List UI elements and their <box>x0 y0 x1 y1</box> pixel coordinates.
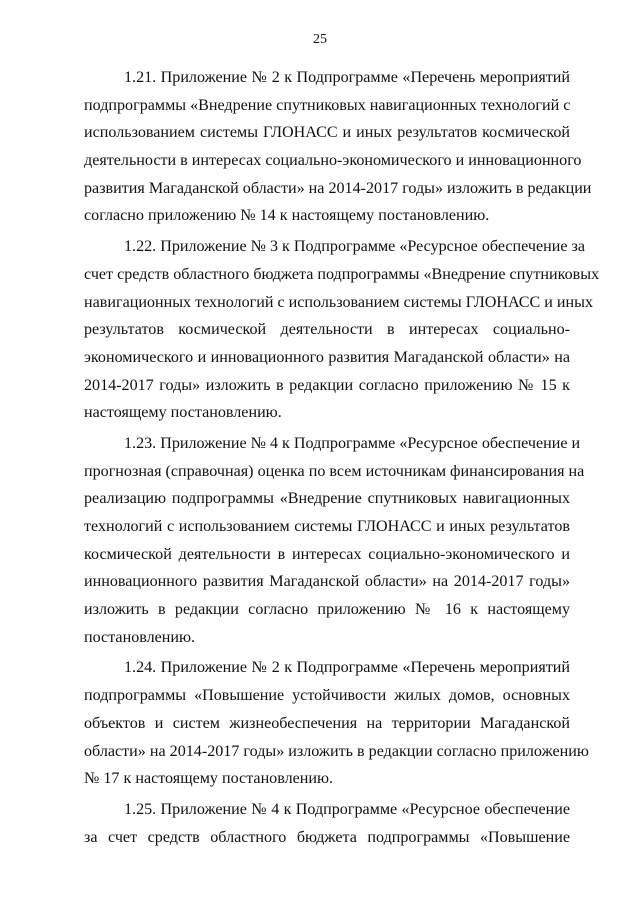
text-line: изложить в редакции согласно приложению № 16 к настоящему <box>84 601 570 619</box>
text-line: 1.21. Приложение № 2 к Подпрограмме «Перечень мероприятий <box>124 69 570 86</box>
text-line: 1.25. Приложение № 4 к Подпрограмме «Ресурсное обеспечение <box>124 800 570 818</box>
paragraph-1-22 <box>84 233 600 427</box>
text-line: № 17 к настоящему постановлению. <box>84 770 334 788</box>
text-line: космической деятельности в интересах социально-экономического и <box>84 545 570 563</box>
text-line: реализацию подпрограммы «Внедрение спутниковых навигационных <box>84 490 570 508</box>
paragraph-1-21 <box>84 64 592 230</box>
document-body <box>84 64 600 851</box>
text-line: 1.23. Приложение № 4 к Подпрограмме «Ресурсное обеспечение и <box>124 434 581 452</box>
text-line: технологий с использованием системы ГЛОНАСС и иных результатов <box>84 518 570 535</box>
page-number: 25 <box>313 32 327 47</box>
paragraph-1-25 <box>84 796 570 851</box>
text-line: области» на 2014-2017 годы» изложить в редакции согласно приложению <box>84 742 589 760</box>
text-line: деятельности в интересах социально-экономического и инновационного <box>84 152 582 170</box>
text-line: навигационных технологий с использованием системы ГЛОНАСС и иных <box>84 293 594 311</box>
text-line: результатов космической деятельности в интересах социально- <box>84 321 570 339</box>
text-line: 1.24. Приложение № 2 к Подпрограмме «Перечень мероприятий <box>124 659 570 677</box>
text-line: подпрограммы «Повышение устойчивости жилых домов, основных <box>84 687 570 705</box>
text-line: настоящему постановлению. <box>84 404 282 422</box>
text-line: объектов и систем жизнеобеспечения на территории Магаданской <box>84 714 570 732</box>
text-line: постановлению. <box>84 628 196 646</box>
paragraph-1-24 <box>84 654 589 792</box>
text-line: развития Магаданской области» на 2014-2017 годы» изложить в редакции <box>84 179 592 197</box>
text-line: использованием системы ГЛОНАСС и иных результатов космической <box>84 124 570 142</box>
text-line: 2014-2017 годы» изложить в редакции согласно приложению № 15 к <box>84 376 570 394</box>
text-line: согласно приложению № 14 к настоящему постановлению. <box>84 207 490 225</box>
text-line: подпрограммы «Внедрение спутниковых навигационных технологий с <box>84 96 571 114</box>
paragraph-1-23 <box>84 430 585 652</box>
text-line: экономического и инновационного развития Магаданской области» на <box>84 348 570 366</box>
text-line: 1.22. Приложение № 3 к Подпрограмме «Ресурсное обеспечение за <box>124 238 586 256</box>
text-line: за счет средств областного бюджета подпрограммы «Повышение <box>84 828 570 846</box>
text-line: инновационного развития Магаданской области» на 2014-2017 годы» <box>84 573 570 591</box>
text-line: прогнозная (справочная) оценка по всем источникам финансирования на <box>84 462 585 480</box>
text-line: счет средств областного бюджета подпрограммы «Внедрение спутниковых <box>84 265 600 283</box>
